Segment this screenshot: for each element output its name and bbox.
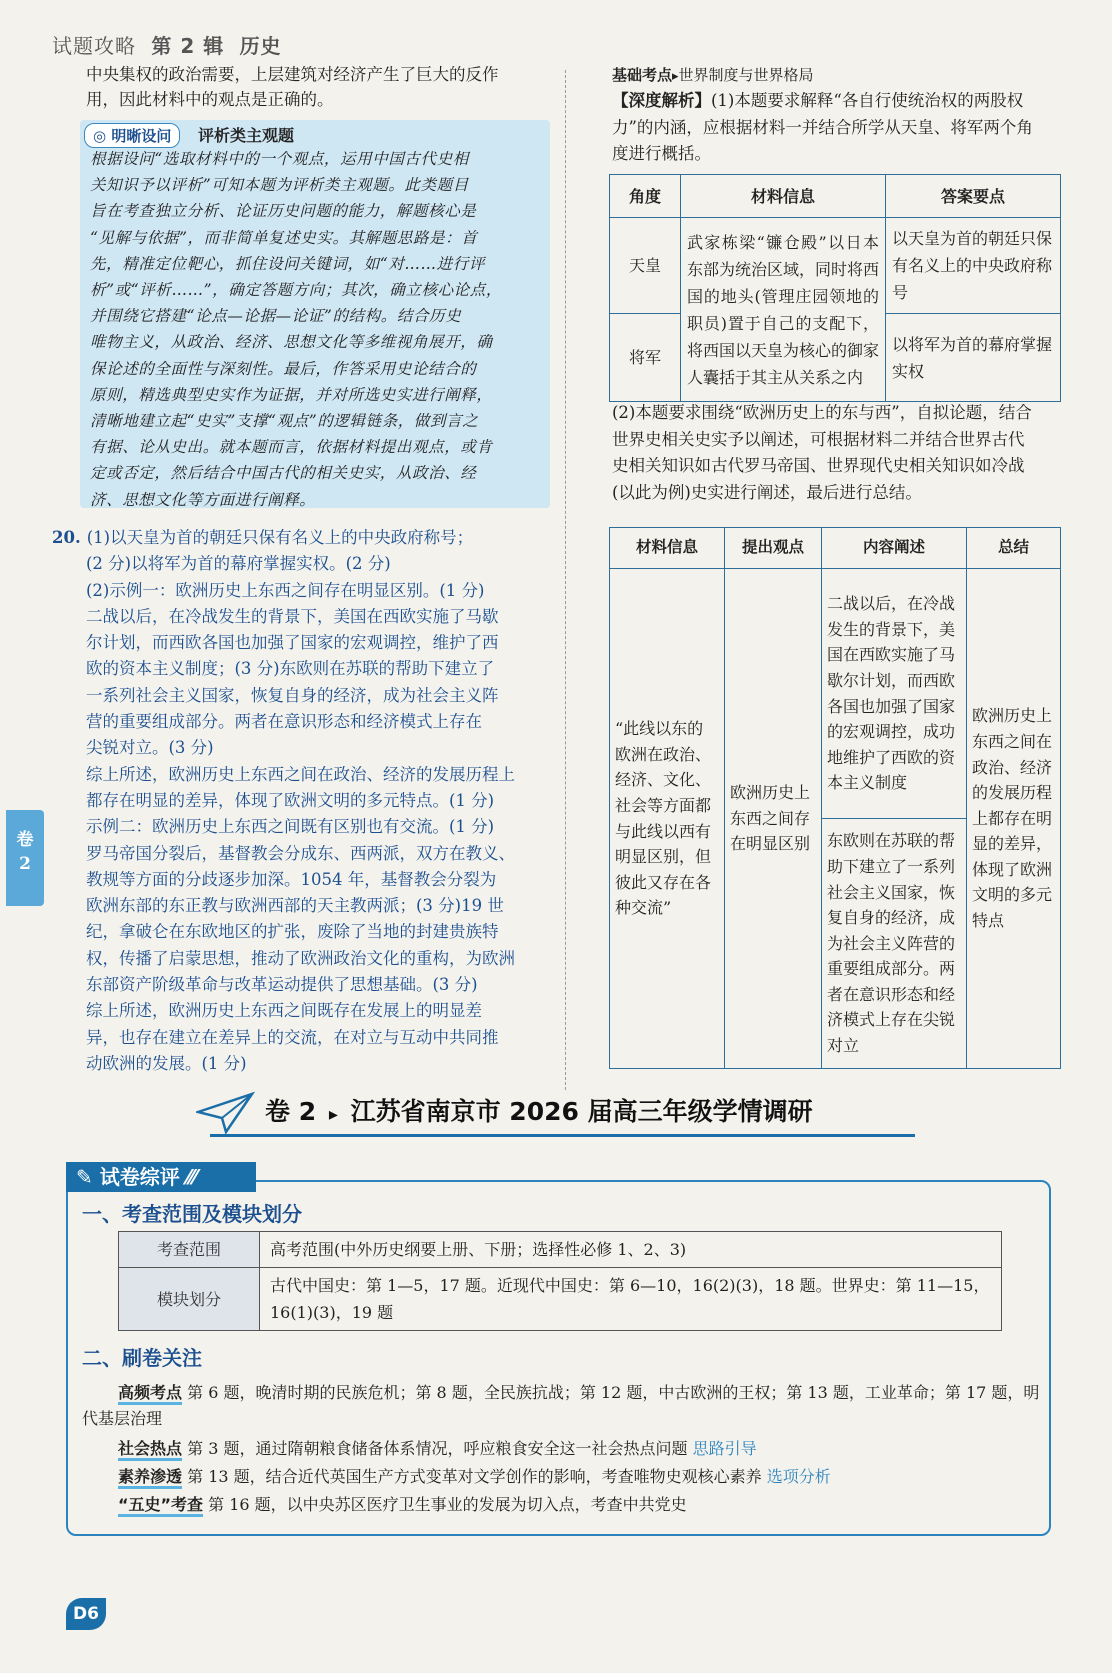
analysis-line: 度进行概括。 [612,144,711,163]
focus-tip: 选项分析 [766,1467,831,1486]
section-banner: 卷 2 ▸ 江苏省南京市 2026 届高三年级学情调研 [265,1097,813,1126]
table-scope [118,1231,1002,1331]
module-label: 模块划分 [119,1268,260,1331]
hint-title: 评析类主观题 [198,126,295,145]
answer-line: 营的重要组成部分。两者在意识形态和经济模式上存在 [86,712,482,732]
kp-label: 基础考点 [612,66,673,84]
table-emperor-shogun [609,174,1061,402]
answer-line: 尖锐对立。(3 分) [86,738,214,758]
t2-header: 总结 [967,528,1061,569]
page-number: D6 [66,1598,106,1630]
kp-text: 世界制度与世界格局 [678,66,814,84]
t2-west: 二战以后，在冷战发生的背景下，美国在西欧实施了马歇尔计划，而西欧各国也加强了国家的宏观调控，成功地维护了西欧的资本主义制度 [822,569,967,819]
analysis-line: 史相关知识如古代罗马帝国、世界现代史相关知识如冷战 [612,456,1025,475]
focus-text: 第 13 题，结合近代英国生产方式变革对文学创作的影响，考查唯物史观核心素养 [187,1467,762,1486]
answer-line: 欧的资本主义制度；(3 分)东欧则在苏联的帮助下建立了 [86,659,495,679]
t1-header: 答案要点 [886,175,1061,218]
focus-text: 第 16 题，以中央苏区医疗卫生事业的发展为切入点，考查中共党史 [208,1495,687,1514]
answer-line: 动欧洲的发展。(1 分) [86,1053,247,1073]
answer-line: (2)示例一：欧洲历史上东西之间存在明显区别。(1 分) [86,580,485,600]
analysis-label: 【深度解析】 [612,91,711,110]
hint-tag: ◎ 明晰设问 [84,123,180,148]
answer-line: 异，也存在建立在差异上的交流，在对立与互动中共同推 [86,1027,499,1047]
analysis-line: 世界史相关史实予以阐述，可根据材料二并结合世界古代 [612,429,1025,449]
analysis-line: 力”的内涵，应根据材料一并结合所学从天皇、将军两个角 [612,117,1033,137]
knowledge-point: 基础考点▸世界制度与世界格局 [612,66,814,84]
focus-item [82,1492,1042,1518]
answer-line: (1)以天皇为首的朝廷只保有名义上的中央政府称号； [86,528,474,547]
series-name: 试题攻略 [52,34,136,58]
hint-tag-label: 明晰设问 [111,127,172,145]
t2-info: “此线以东的欧洲在政治、经济、文化、社会等方面都与此线以西有明显区别，但彼此又存在各种交流” [610,569,725,1069]
volume: 第 2 辑 [151,34,225,58]
focus-key: “五史”考查 [118,1495,203,1517]
focus-text: 第 3 题，通过隋朝粮食储备体系情况，呼应粮食安全这一社会热点问题 [187,1439,688,1458]
answer-line: 二战以后，在冷战发生的背景下，美国在西欧实施了马歇 [86,606,499,626]
analysis-line: (2)本题要求围绕“欧洲历史上的东与西”，自拟论题，结合 [612,403,1032,422]
analysis-line: (以此为例)史实进行阐述，最后进行总结。 [612,482,922,502]
focus-item [82,1464,1042,1490]
answer-line: 都存在明显的差异，体现了欧洲文明的多元特点。(1 分) [86,790,495,810]
question-number: 20. [52,528,81,547]
column-divider [565,70,566,1090]
t1-answer: 以将军为首的幕府掌握实权 [886,314,1061,402]
table-east-west [609,527,1061,1069]
hint-line: 旨在考查独立分析、论证历史问题的能力，解题核心是 [90,202,477,221]
t1-info: 武家栋梁“镰仓殿”以日本东部为统治区域，同时将西国的地头(管理庄园领地的职员)置于自己的支配下，将西国以天皇为核心的御家人囊括于其主从关系之内 [681,218,886,402]
t2-header: 提出观点 [725,528,822,569]
scope-label: 考查范围 [119,1232,260,1268]
answer-line: 欧洲东部的东正教与欧洲西部的天主教两派；(3 分)19 世 [86,896,504,916]
section-title-focus: 二、刷卷关注 [82,1346,202,1370]
hint-line: 保论述的全面性与深刻性。最后，作答采用史论结合的 [90,359,477,378]
section-title-scope: 一、考查范围及模块划分 [82,1202,302,1226]
answer-line: 一系列社会主义国家，恢复自身的经济，成为社会主义阵 [86,685,499,705]
hint-line: 根据设问“选取材料中的一个观点，运用中国古代史相 [90,150,469,168]
answer-line: 示例二：欧洲历史上东西之间既有区别也有交流。(1 分) [86,817,495,837]
subject: 历史 [239,34,282,58]
intro-line: 中央集权的政治需要，上层建筑对经济产生了巨大的反作 [86,65,499,84]
hint-text [90,146,542,513]
answer-line: 罗马帝国分裂后，基督教会分成东、西两派，双方在教义、 [86,843,515,863]
hint-line: 有据、论从史出。就本题而言，依据材料提出观点，或肯 [90,438,493,457]
answer-line: 综上所述，欧洲历史上东西之间在政治、经济的发展历程上 [86,764,515,784]
analysis-part1 [612,88,1062,168]
t1-header: 角度 [610,175,681,218]
paper-plane-icon [196,1090,256,1136]
banner-vol: 卷 2 [265,1097,317,1126]
t1-answer: 以天皇为首的朝廷只保有名义上的中央政府称号 [886,218,1061,314]
question-20-answer [52,525,552,1077]
focus-key: 社会热点 [118,1439,182,1461]
answer-line: 纪，拿破仑在东欧地区的扩张，废除了当地的封建贵族特 [86,922,499,942]
focus-key: 高频考点 [118,1383,182,1405]
focus-tip: 思路引导 [692,1439,757,1458]
running-header [52,30,282,59]
hint-line: 清晰地建立起“史实”支撑“观点”的逻辑链条，做到言之 [90,412,479,431]
focus-item [82,1436,1042,1462]
hint-line: 济、思想文化等方面进行阐释。 [90,490,316,509]
t2-summary: 欧洲历史上东西之间在政治、经济的发展历程上都存在明显的差异，体现了欧洲文明的多元特点 [967,569,1061,1069]
t2-header: 内容阐述 [822,528,967,569]
hint-line: “见解与依据”，而非简单复述史实。其解题思路是：首 [90,228,478,247]
side-tab-num: 2 [19,854,31,874]
review-tag-label: 试卷综评 [99,1165,180,1189]
hint-line: 唯物主义，从政治、经济、思想文化等多维视角展开，确 [90,333,493,352]
t1-header: 材料信息 [681,175,886,218]
hint-line: 并围绕它搭建“论点—论据—论证”的结构。结合历史 [90,307,462,326]
side-tab-char: 卷 [16,830,34,850]
intro-line: 用，因此材料中的观点是正确的。 [86,90,334,109]
scope-value: 高考范围(中外历史纲要上册、下册；选择性必修 1、2、3) [260,1232,1002,1268]
answer-line: 东部资产阶级革命与改革运动提供了思想基础。(3 分) [86,975,478,995]
answer-line: 权，传播了启蒙思想，推动了欧洲政治文化的重构，为欧洲 [86,948,515,968]
analysis-part2 [612,400,1062,506]
hint-line: 定或否定，然后结合中国古代的相关史实，从政治、经 [90,464,477,483]
hint-line: 析”或“评析……”，确定答题方向；其次，确立核心论点， [90,281,502,300]
answer-line: (2 分)以将军为首的幕府掌握实权。(2 分) [86,554,391,574]
analysis-line: (1)本题要求解释“各自行使统治权的两股权 [711,91,1024,110]
t1-angle: 天皇 [610,218,681,314]
banner-title: 江苏省南京市 2026 届高三年级学情调研 [350,1097,813,1126]
t1-angle: 将军 [610,314,681,402]
t2-header: 材料信息 [610,528,725,569]
hint-line: 原则，精选典型史实作为证据，并对所选史实进行阐释， [90,385,493,404]
focus-item [82,1380,1042,1432]
focus-key: 素养渗透 [118,1467,182,1489]
answer-line: 教规等方面的分歧逐步加深。1054 年，基督教会分裂为 [86,869,497,889]
review-tag: ✎ 试卷综评 ⁄⁄⁄ [66,1162,256,1192]
hint-line: 先，精准定位靶心，抓住设问关键词，如“对……进行评 [90,254,485,273]
focus-text: 第 6 题，晚清时期的民族危机；第 8 题，全民族抗战；第 12 题，中古欧洲的王权；第 13 题，工业革命；第 17 题，明代基层治理 [82,1383,1040,1428]
answer-line: 尔计划，而西欧各国也加强了国家的宏观调控，维护了西 [86,633,499,653]
t2-east: 东欧则在苏联的帮助下建立了一系列社会主义国家，恢复自身的经济，成为社会主义阵营的重要组成部分。两者在意识形态和经济模式上存在尖锐对立 [822,819,967,1069]
side-tab [6,810,44,906]
t2-view: 欧洲历史上东西之间存在明显区别 [725,569,822,1069]
banner-underline [210,1134,915,1137]
module-value: 古代中国史：第 1—5，17 题。近现代中国史：第 6—10，16(2)(3)，18 题。世界史：第 11—15，16(1)(3)，19 题 [260,1268,1002,1331]
intro-paragraph [86,62,546,112]
answer-line: 综上所述，欧洲历史上东西之间既存在发展上的明显差 [86,1001,482,1021]
hint-line: 关知识予以评析”可知本题为评析类主观题。此类题目 [90,176,469,195]
